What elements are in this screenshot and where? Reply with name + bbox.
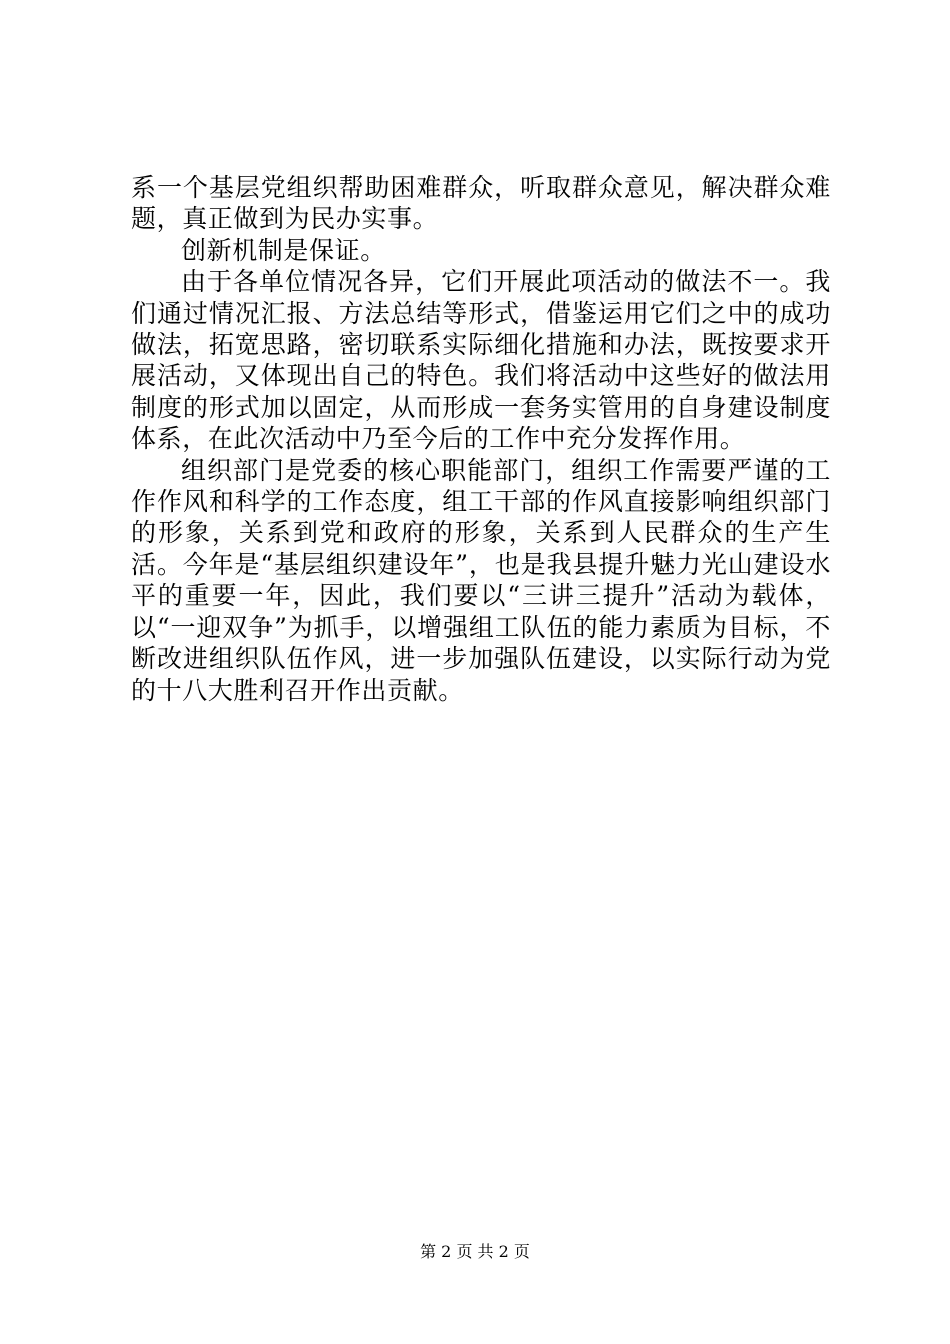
paragraph-practices: 由于各单位情况各异，它们开展此项活动的做法不一。我们通过情况汇报、方法总结等形式，借鉴运用它们之中的成功做法，拓宽思路，密切联系实际细化措施和办法，既按要求开展活动，又体现出自己的特色。我们将活动中这些好的做法用制度的形式加以固定，从而形成一套务实管用的自身建设制度体系，在此次活动中乃至今后的工作中充分发挥作用。 <box>131 267 831 454</box>
page-footer: 第 2 页 共 2 页 <box>420 1242 530 1261</box>
paragraph-continuation: 系一个基层党组织帮助困难群众，听取群众意见，解决群众难题，真正做到为民办实事。 <box>131 173 831 234</box>
document-body <box>131 172 831 706</box>
paragraph-heading-mechanism: 创新机制是保证。 <box>181 235 386 265</box>
paragraph-organization-work: 组织部门是党委的核心职能部门，组织工作需要严谨的工作作风和科学的工作态度，组工干部的作风直接影响组织部门的形象，关系到党和政府的形象，关系到人民群众的生产生活。今年是“基层组织建设年”，也是我县提升魅力光山建设水平的重要一年，因此，我们要以“三讲三提升”活动为载体，以“一迎双争”为抓手，以增强组工队伍的能力素质为目标，不断改进组织队伍作风，进一步加强队伍建设，以实际行动为党的十八大胜利召开作出贡献。 <box>131 455 831 705</box>
